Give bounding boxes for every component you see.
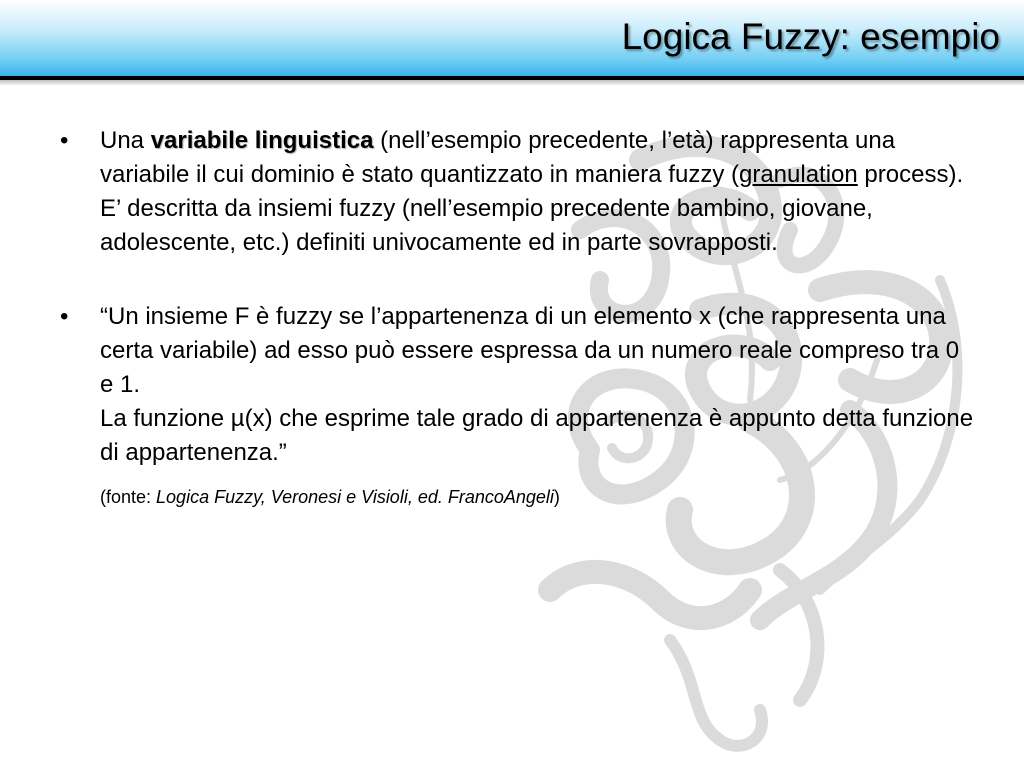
term-variabile-linguistica: variabile linguistica bbox=[150, 127, 374, 154]
bullet-1-text-part2: process). E’ descritta da insiemi fuzzy (nell’esempio precedente bambino, giovane, adolescente, etc.) definiti univocamente ed in parte sovrapposti. bbox=[100, 161, 964, 256]
title-divider-shadow bbox=[0, 80, 1024, 86]
bullet-fuzzy-set-definition bbox=[56, 300, 976, 470]
source-prefix: (fonte: bbox=[100, 487, 157, 507]
bullet-dot-icon: • bbox=[60, 127, 69, 154]
source-work: Logica Fuzzy, Veronesi e Visioli, ed. FrancoAngeli bbox=[156, 487, 554, 507]
slide-body bbox=[56, 124, 976, 510]
term-granulation: granulation bbox=[738, 161, 858, 188]
bullet-2-quote-line2: La funzione µ(x) che esprime tale grado di appartenenza è appunto detta funzione di appartenenza.” bbox=[100, 405, 974, 466]
source-citation bbox=[100, 484, 976, 510]
source-suffix: ) bbox=[553, 487, 560, 507]
bullet-dot-icon: • bbox=[60, 303, 69, 330]
slide-title: Logica Fuzzy: esempio bbox=[621, 16, 1000, 57]
bullet-linguistic-variable bbox=[56, 124, 976, 260]
bullet-1-text-part1: (nell’esempio precedente, l’età) rappresenta una variabile il cui dominio è stato quantizzato in maniera fuzzy ( bbox=[100, 127, 896, 188]
bullet-1-prefix: Una bbox=[100, 127, 151, 154]
bullet-2-quote-line1: “Un insieme F è fuzzy se l’appartenenza di un elemento x (che rappresenta una certa variabile) ad esso può essere espressa da un numero reale compreso tra 0 e 1. bbox=[100, 303, 960, 398]
